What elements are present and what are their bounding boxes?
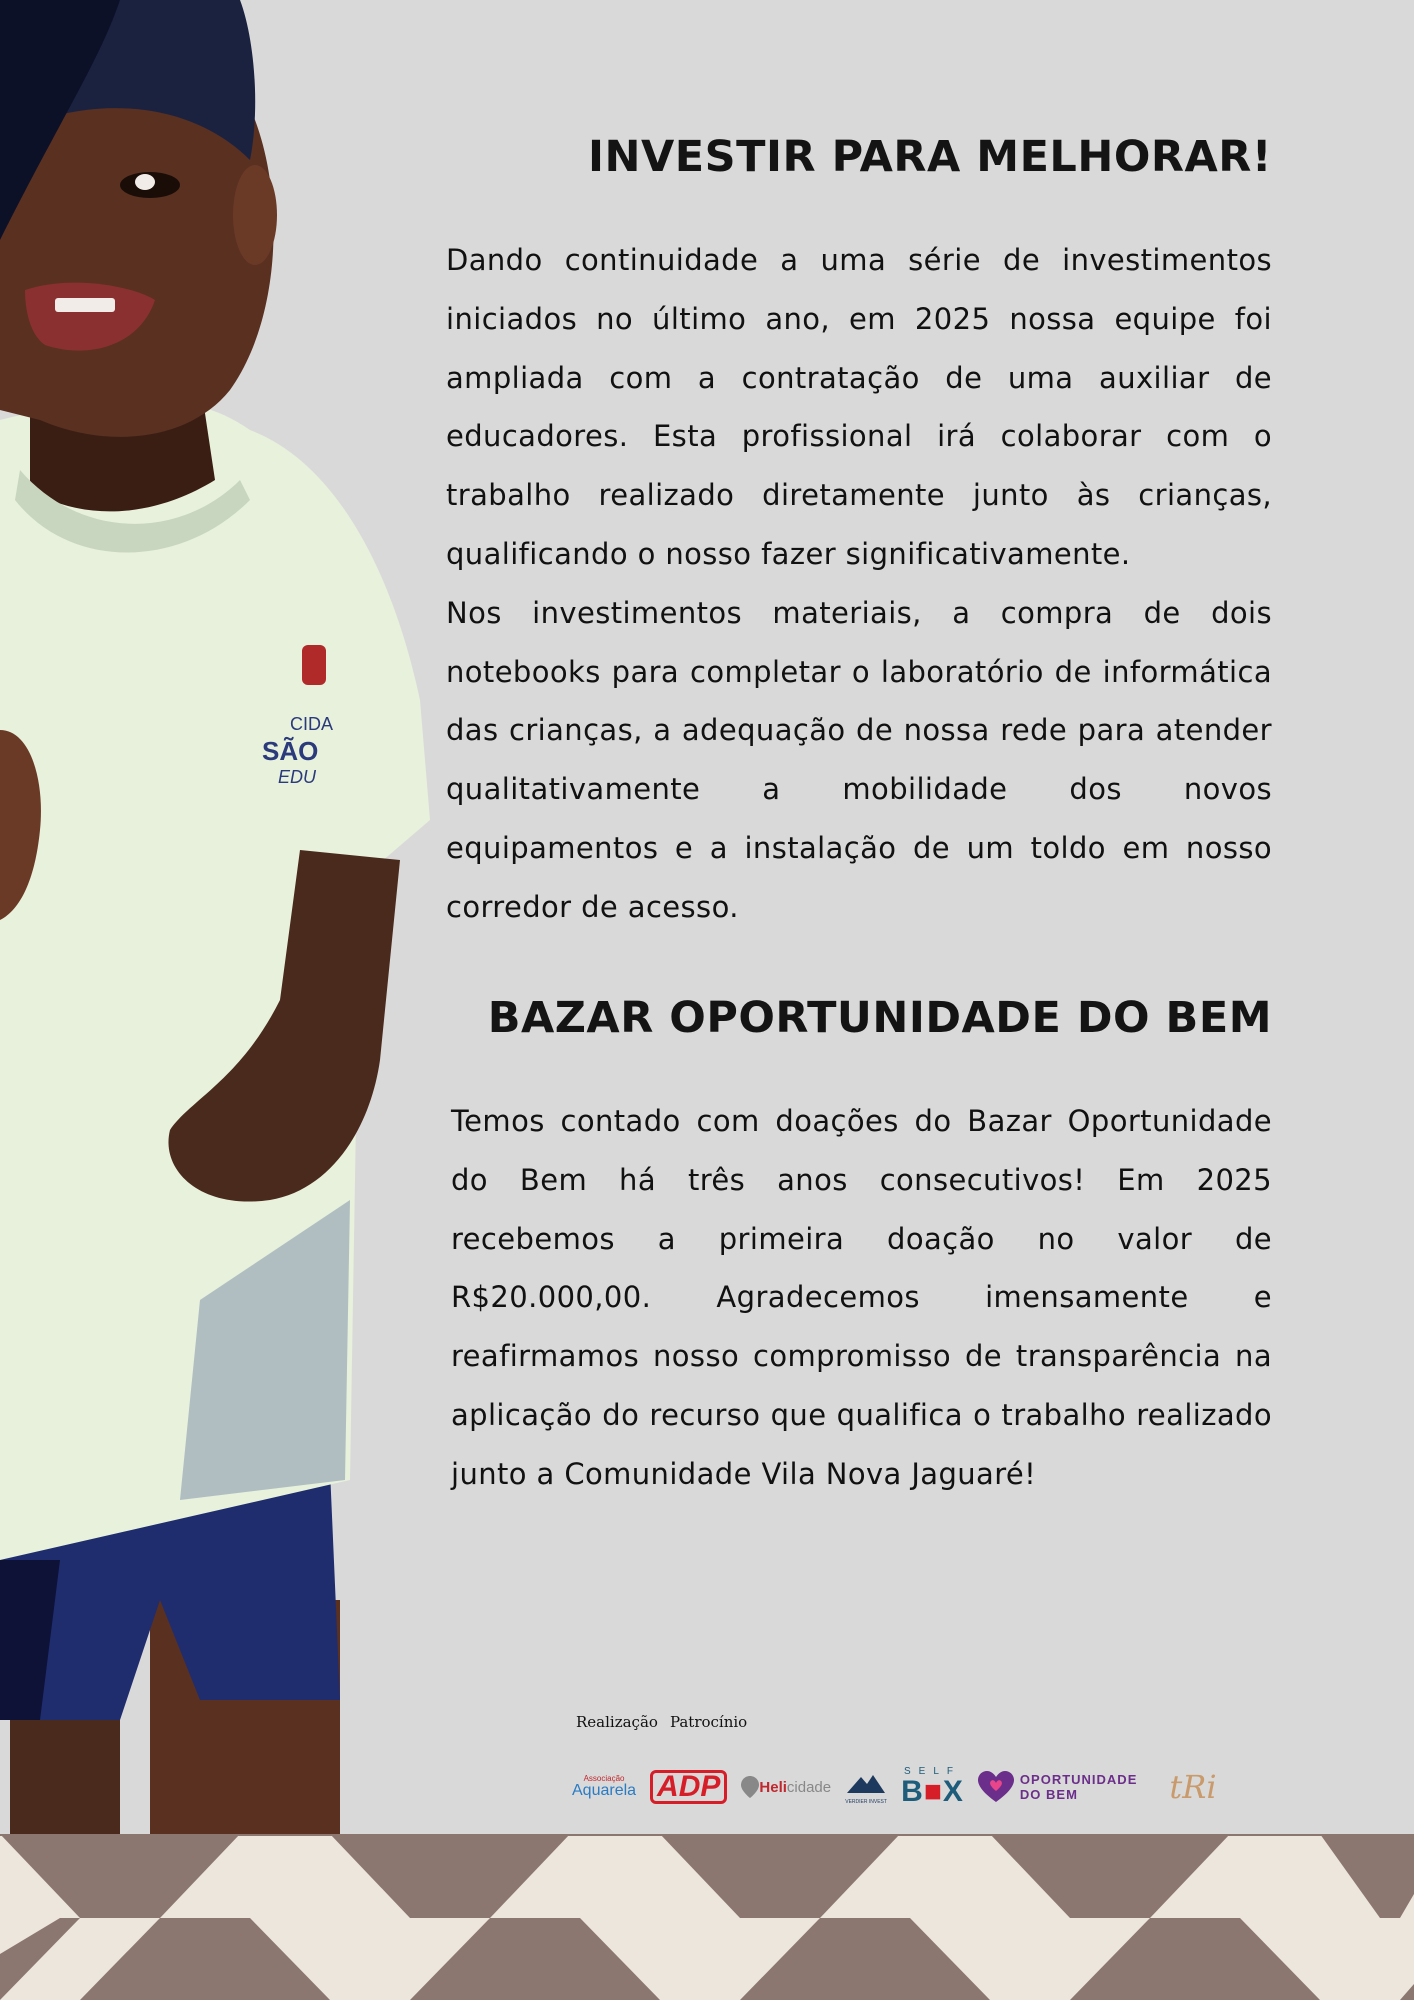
paragraph: Temos contado com doações do Bazar Oportunidade do Bem há três anos consecutivos! Em 2025 recebemos a primeira doação no valor de R$20.000,00. Agradecemos imensamente e reafirmamos nosso compromisso de transparência na aplicação do recurso que qualifica o trabalho realizado junto a Comunidade Vila Nova Jaguaré! xyxy=(451,1104,1272,1491)
shirt-text-2: SÃO xyxy=(262,736,319,766)
map-pin-icon xyxy=(741,1776,759,1798)
do-bem-text: DO BEM xyxy=(1019,1787,1078,1802)
selfbox-b: B xyxy=(901,1775,924,1808)
shirt-emblem xyxy=(302,645,326,685)
child-photo xyxy=(0,0,440,1834)
selfbox-small-text: SELF xyxy=(904,1766,962,1777)
section-title-investir: INVESTIR PARA MELHORAR! xyxy=(588,132,1272,182)
sponsor-logos xyxy=(572,1762,1262,1812)
paragraph: Dando continuidade a uma série de investimentos iniciados no último ano, em 2025 nossa equipe foi ampliada com a contratação de uma auxiliar de educadores. Esta profissional irá colaborar com o trabalho realizado diretamente junto às crianças, qualificando o nosso fazer significativamente. xyxy=(446,243,1272,571)
selfbox-x: X xyxy=(942,1775,964,1808)
helicidade-logo xyxy=(741,1776,831,1798)
aquarela-logo xyxy=(572,1775,636,1799)
mountain-logo xyxy=(845,1769,887,1805)
box-cube-icon: ■ xyxy=(923,1775,943,1808)
section-body-bazar xyxy=(451,1092,1272,1504)
heli-text: Heli xyxy=(759,1778,787,1796)
section-title-bazar: BAZAR OPORTUNIDADE DO BEM xyxy=(487,993,1272,1043)
section-body-investir xyxy=(446,231,1272,937)
patrocinio-label: Patrocínio xyxy=(669,1713,748,1731)
mountain-logo-text: VERDIER INVEST xyxy=(845,1799,887,1805)
shirt-text-3: EDU xyxy=(278,767,317,787)
realizacao-label: Realização xyxy=(576,1713,658,1731)
shirt-text-1: CIDA xyxy=(290,714,334,734)
oportunidade-text: OPORTUNIDADE xyxy=(1019,1772,1138,1787)
sponsor-labels xyxy=(576,1713,747,1731)
oportunidade-logo xyxy=(978,1771,1137,1803)
cidade-text: cidade xyxy=(786,1778,832,1796)
footer-pattern xyxy=(0,1834,1414,2000)
mountain-icon xyxy=(845,1769,887,1799)
paragraph: Nos investimentos materiais, a compra de dois notebooks para completar o laboratório de informática das crianças, a adequação de nossa rede para atender qualitativamente a mobilidade dos novos equipamentos e a instalação de um toldo em nosso corredor de acesso. xyxy=(446,595,1272,924)
adp-logo: ADP xyxy=(650,1770,727,1804)
heart-icon xyxy=(978,1771,1014,1803)
selfbox-logo xyxy=(901,1767,964,1807)
aquarela-small-text: Associação xyxy=(583,1774,625,1783)
aquarela-text: Aquarela xyxy=(572,1782,637,1799)
tri-logo: tRi xyxy=(1169,1768,1217,1806)
